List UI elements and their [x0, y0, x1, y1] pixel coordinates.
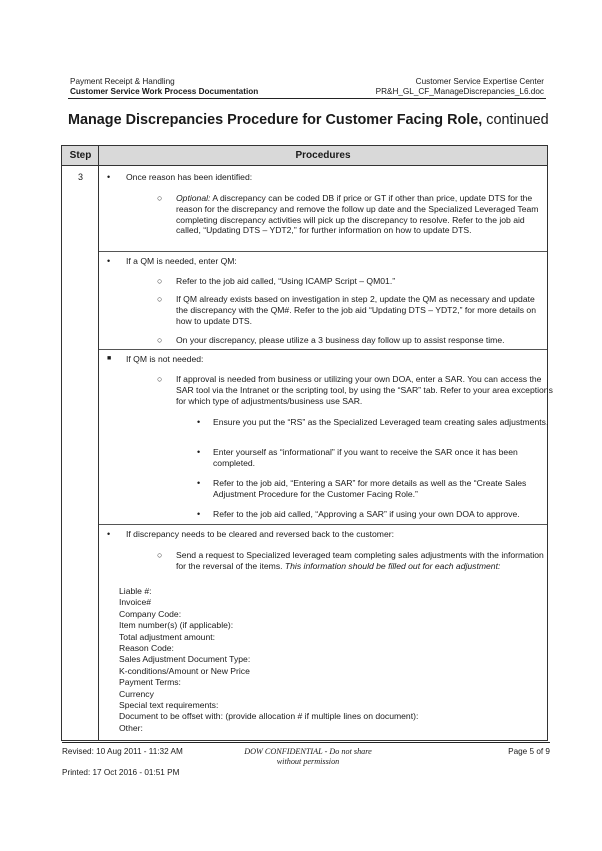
field-doc-type: Sales Adjustment Document Type: [119, 654, 251, 665]
field-currency: Currency [119, 688, 154, 699]
step-number: 3 [77, 172, 83, 182]
qm-sub-followup: On your discrepancy, please utilize a 3 business day follow up to assist response time. [176, 335, 505, 345]
field-payment-terms: Payment Terms: [119, 677, 181, 688]
adjustment-fields [119, 586, 539, 734]
field-company-code: Company Code: [119, 608, 182, 619]
bullet-icon: • [197, 417, 201, 427]
header-doc-type: Customer Service Work Process Documentation [70, 87, 259, 96]
circle-bullet-icon: ○ [157, 335, 163, 345]
field-invoice: Invoice# [119, 597, 152, 608]
optional-paragraph [176, 193, 548, 236]
revised-date: Revised: 10 Aug 2011 - 11:32 AM [62, 747, 183, 756]
reversal-paragraph [176, 550, 552, 572]
circle-bullet-icon: ○ [157, 193, 163, 203]
bullet-qm-not-needed: If QM is not needed: [126, 354, 204, 364]
reversal-text: Send a request to Specialized leveraged team completing sales adjustments with the information for the reversal of the items. [176, 550, 544, 571]
sar-item-informational: Enter yourself as “informational” if you want to receive the SAR once it has been completed. [213, 447, 518, 468]
sar-item-entering: Refer to the job aid, “Entering a SAR” for more details as well as the “Create Sales Adjustment Procedure for the Customer Facing Role.” [213, 478, 527, 499]
section-divider [99, 251, 547, 252]
circle-bullet-icon: ○ [157, 374, 163, 384]
sar-paragraph: If approval is needed from business or utilizing your own DOA, enter a SAR. You can access the SAR tool via the Intranet or the scripting tool, by using the “SAR” tab. Refer to your area exceptions for which type of adjustments/business use SAR. [176, 374, 553, 406]
sar-item-approving: Refer to the job aid called, “Approving a SAR” if using your own DOA to approve. [213, 509, 520, 519]
field-special-text: Special text requirements: [119, 700, 219, 711]
page-title [68, 112, 549, 128]
header-dept: Payment Receipt & Handling [70, 77, 175, 86]
table-header [62, 146, 547, 166]
field-other: Other: [119, 722, 143, 733]
bullet-discrepancy-reversed: If discrepancy needs to be cleared and reversed back to the customer: [126, 529, 394, 539]
header-filename: PR&H_GL_CF_ManageDiscrepancies_L6.doc [375, 87, 544, 96]
circle-bullet-icon: ○ [157, 550, 163, 560]
bullet-icon: • [107, 172, 111, 182]
square-bullet-icon: ■ [107, 355, 112, 362]
field-liable: Liable #: [119, 586, 152, 596]
bullet-icon: • [197, 447, 201, 457]
optional-text: A discrepancy can be coded DB if price or GT if other than price, update DTS for the reason for the discrepancy and remove the follow up date and the Specialized Leveraged Team completing discrepancy activities will pick up the discrepancy to resolve. Refer to the job aid called, “Updating DTS – YDT2,” for further information on how to update DTS. [176, 193, 539, 236]
bullet-once-reason: Once reason has been identified: [126, 172, 253, 182]
title-suffix: continued [482, 112, 549, 128]
printed-date: Printed: 17 Oct 2016 - 01:51 PM [62, 768, 180, 777]
section-divider [99, 524, 547, 525]
section-divider [99, 349, 547, 350]
field-item-numbers: Item number(s) (if applicable): [119, 620, 234, 631]
reversal-emphasis: This information should be filled out for each adjustment: [284, 560, 501, 571]
header-right [376, 77, 544, 97]
header-step: Step [69, 150, 92, 161]
title-main: Manage Discrepancies Procedure for Customer Facing Role, [68, 112, 483, 128]
procedure-table [61, 145, 553, 741]
circle-bullet-icon: ○ [157, 294, 163, 304]
header-center: Customer Service Expertise Center [415, 77, 544, 86]
optional-label: Optional: [176, 193, 211, 203]
page-number: Page 5 of 9 [508, 747, 550, 756]
circle-bullet-icon: ○ [157, 276, 163, 286]
header-divider [68, 98, 546, 99]
field-offset-doc: Document to be offset with: (provide allocation # if multiple lines on document): [119, 711, 419, 722]
field-total-amount: Total adjustment amount: [119, 631, 216, 642]
sar-item-rs: Ensure you put the “RS” as the Specialized Leveraged team creating sales adjustments. [213, 417, 549, 427]
confidential-notice: DOW CONFIDENTIAL - Do not share without permission [244, 747, 372, 766]
qm-sub-existing: If QM already exists based on investigation in step 2, update the QM as necessary and update the discrepancy with the QM#. Refer to the job aid “Updating DTS – YDT2,” for more details on how to update DTS. [176, 294, 536, 326]
field-k-conditions: K-conditions/Amount or New Price [119, 665, 250, 676]
bullet-icon: • [197, 478, 201, 488]
qm-sub-icamp: Refer to the job aid called, “Using ICAMP Script – QM01.” [176, 276, 396, 286]
footer-divider [62, 742, 550, 743]
header-left [70, 77, 258, 97]
bullet-icon: • [197, 509, 201, 519]
header-procedures: Procedures [295, 150, 351, 161]
bullet-icon: • [107, 529, 111, 539]
field-reason-code: Reason Code: [119, 643, 174, 654]
bullet-qm-needed: If a QM is needed, enter QM: [126, 256, 237, 266]
bullet-icon: • [107, 256, 111, 266]
procedures-cell [99, 167, 553, 740]
